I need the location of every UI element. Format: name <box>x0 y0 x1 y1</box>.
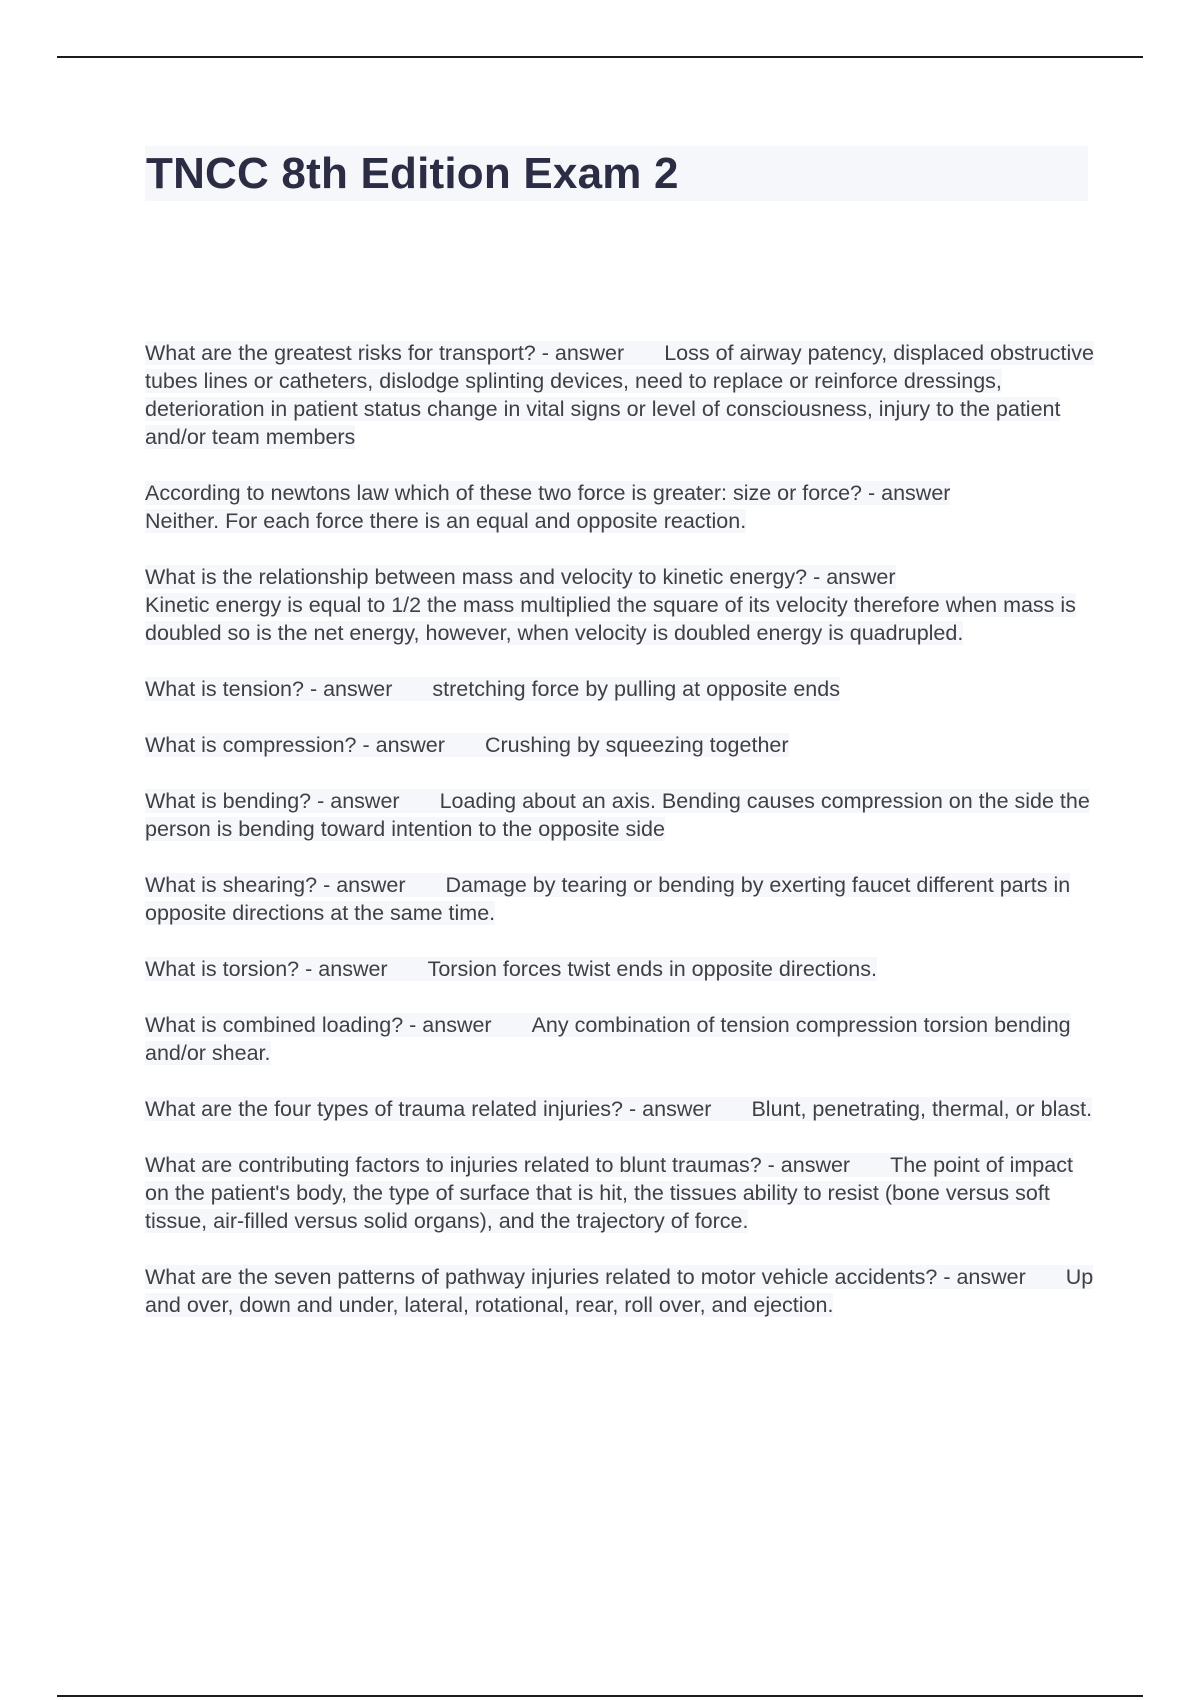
question-text: What are contributing factors to injuries related to blunt traumas? <box>145 1153 762 1177</box>
answer-label: - answer <box>317 789 400 813</box>
answer-text: Kinetic energy is equal to 1/2 the mass multiplied the square of its velocity therefore when mass is doubled so is the net energy, however, when velocity is doubled energy is quadrupled. <box>145 593 1076 645</box>
question-text: What are the seven patterns of pathway injuries related to motor vehicle accidents? <box>145 1265 938 1289</box>
qa-item <box>145 1095 1095 1123</box>
bottom-rule <box>57 1695 1143 1697</box>
answer-label: - answer <box>362 733 445 757</box>
answer-label: - answer <box>767 1153 851 1177</box>
qa-item <box>145 1263 1095 1319</box>
question-text: What is bending? <box>145 789 312 813</box>
question-text: What are the greatest risks for transport? <box>145 341 536 365</box>
question-text: What is compression? <box>145 733 357 757</box>
qa-list <box>145 339 1095 1347</box>
answer-label: - answer <box>813 565 896 589</box>
answer-text: Any combination of tension compression torsion bending and/or shear. <box>145 1013 1071 1065</box>
answer-text: Loss of airway patency, displaced obstructive tubes lines or catheters, dislodge splinting devices, need to replace or reinforce dressings, deterioration in patient status change in vital signs or level of consciousness, injury to the patient and/or team members <box>145 341 1095 449</box>
question-text: What is combined loading? <box>145 1013 404 1037</box>
qa-item <box>145 479 1095 535</box>
qa-item <box>145 675 1095 703</box>
question-text: What are the four types of trauma related injuries? <box>145 1097 624 1121</box>
answer-label: - answer <box>309 677 393 701</box>
qa-item <box>145 563 1095 647</box>
answer-text: The point of impact on the patient's body, the type of surface that is hit, the tissues ability to resist (bone versus soft tissue, air-filled versus solid organs), and the trajectory of force. <box>145 1153 1073 1233</box>
answer-label: - answer <box>305 957 388 981</box>
qa-item <box>145 339 1095 451</box>
answer-text: Blunt, penetrating, thermal, or blast. <box>751 1097 1093 1121</box>
answer-label: - answer <box>409 1013 492 1037</box>
qa-item <box>145 1011 1095 1067</box>
question-text: What is tension? <box>145 677 304 701</box>
page-title: TNCC 8th Edition Exam 2 <box>146 149 679 198</box>
answer-label: - answer <box>868 481 951 505</box>
qa-item <box>145 1151 1095 1235</box>
answer-text: stretching force by pulling at opposite ends <box>432 677 840 701</box>
question-text: What is shearing? <box>145 873 318 897</box>
top-rule <box>57 56 1143 58</box>
qa-item <box>145 871 1095 927</box>
qa-item <box>145 731 1095 759</box>
answer-text: Torsion forces twist ends in opposite directions. <box>427 957 877 981</box>
answer-label: - answer <box>323 873 406 897</box>
answer-label: - answer <box>943 1265 1026 1289</box>
answer-text: Loading about an axis. Bending causes compression on the side the person is bending toward intention to the opposite side <box>145 789 1090 841</box>
answer-text: Crushing by squeezing together <box>484 733 789 757</box>
answer-label: - answer <box>541 341 625 365</box>
qa-item <box>145 955 1095 983</box>
question-text: According to newtons law which of these two force is greater: size or force? <box>145 481 863 505</box>
question-text: What is torsion? <box>145 957 300 981</box>
question-text: What is the relationship between mass and velocity to kinetic energy? <box>145 565 808 589</box>
qa-item <box>145 787 1095 843</box>
answer-text: Damage by tearing or bending by exerting faucet different parts in opposite directions at the same time. <box>145 873 1071 925</box>
answer-text: Neither. For each force there is an equal and opposite reaction. <box>145 509 747 533</box>
answer-label: - answer <box>629 1097 712 1121</box>
answer-text: Up and over, down and under, lateral, rotational, rear, roll over, and ejection. <box>145 1265 1094 1317</box>
